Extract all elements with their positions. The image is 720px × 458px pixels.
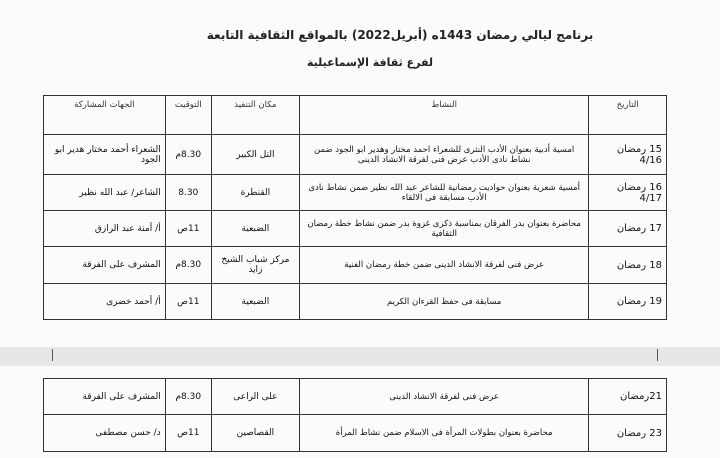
table-row [44, 175, 667, 211]
cell-activity: امسية أدبية بعنوان الأدب النثرى للشعراء احمد مختار وهدير ابو الجود ضمن نشاط نادى الأدب عرض فنى لفرقة الانشاد الدينى [299, 135, 588, 175]
cell-participants: المشرف على الفرقة [44, 379, 166, 415]
cell-place: مركز شباب الشيخ زايد [211, 247, 299, 284]
schedule-table-continued [43, 378, 667, 452]
cell-participants: الشاعر/ عبد الله نظير [44, 175, 166, 211]
header-date: التاريخ [589, 96, 667, 135]
cell-time: 8.30 [165, 175, 211, 211]
cell-time: 11ص [165, 284, 211, 320]
page-break-mark [52, 349, 53, 361]
cell-participants: أ/ أمنة عبد الرازق [44, 211, 166, 247]
table-row [44, 284, 667, 320]
header-activity: النشاط [299, 96, 588, 135]
cell-date: 18 رمضان [589, 247, 667, 284]
cell-date: 17 رمضان [589, 211, 667, 247]
table-row [44, 211, 667, 247]
table-row [44, 135, 667, 175]
document-subtitle: لفرع ثقافة الإسماعيلية [306, 56, 434, 69]
cell-time: 8.30م [165, 135, 211, 175]
page-break [0, 347, 720, 366]
cell-place: القنطرة [211, 175, 299, 211]
table-row [44, 247, 667, 284]
cell-participants: أ/ أحمد خضرى [44, 284, 166, 320]
cell-place: الضبعية [211, 211, 299, 247]
cell-participants: الشعراء أحمد مختار هدير ابو الجود [44, 135, 166, 175]
header-participants: الجهات المشاركة [44, 96, 166, 135]
cell-time: 8.30م [165, 379, 211, 415]
page-break-mark [657, 349, 658, 361]
cell-date: 19 رمضان [589, 284, 667, 320]
cell-participants: د/ حسن مصطفى [44, 415, 166, 452]
table-row [44, 379, 667, 415]
table-row [44, 415, 667, 452]
cell-date: 15 رمضان 4/16 [589, 135, 667, 175]
cell-date: 16 رمضان 4/17 [589, 175, 667, 211]
cell-activity: أمسية شعرية بعنوان حواديت رمضانية للشاعر عبد الله نظير ضمن نشاط نادى الأدب مسابقة فى الالقاء [299, 175, 588, 211]
header-place: مكان التنفيذ [211, 96, 299, 135]
document-title: برنامج ليالي رمضان 1443ه (أبريل2022) بالمواقع الثقافية التابعة [206, 28, 594, 42]
cell-date: 21رمضان [589, 379, 667, 415]
schedule-table [43, 95, 667, 320]
table-header-row [44, 96, 667, 135]
cell-place: الضبعية [211, 284, 299, 320]
cell-place: التل الكبير [211, 135, 299, 175]
cell-activity: عرض فنى لفرقة الانشاد الدينى ضمن خطة رمضان الفنية [299, 247, 588, 284]
cell-time: 8.30م [165, 247, 211, 284]
cell-participants: المشرف على الفرقة [44, 247, 166, 284]
cell-place: القصاصين [211, 415, 299, 452]
cell-date: 23 رمضان [589, 415, 667, 452]
cell-activity: محاضرة بعنوان بدر الفرقان بمناسبة ذكرى غزوة بدر ضمن نشاط خطة رمضان الثقافية [299, 211, 588, 247]
cell-activity: مسابقة فى حفظ القرءان الكريم [299, 284, 588, 320]
cell-place: على الراعى [211, 379, 299, 415]
header-time: التوقيت [165, 96, 211, 135]
cell-time: 11ص [165, 415, 211, 452]
document-page-2 [0, 366, 720, 458]
cell-activity: عرض فنى لفرقة الانشاد الدينى [299, 379, 588, 415]
cell-activity: محاضرة بعنوان بطولات المرأة فى الاسلام ضمن نشاط المرأة [299, 415, 588, 452]
cell-time: 11ص [165, 211, 211, 247]
